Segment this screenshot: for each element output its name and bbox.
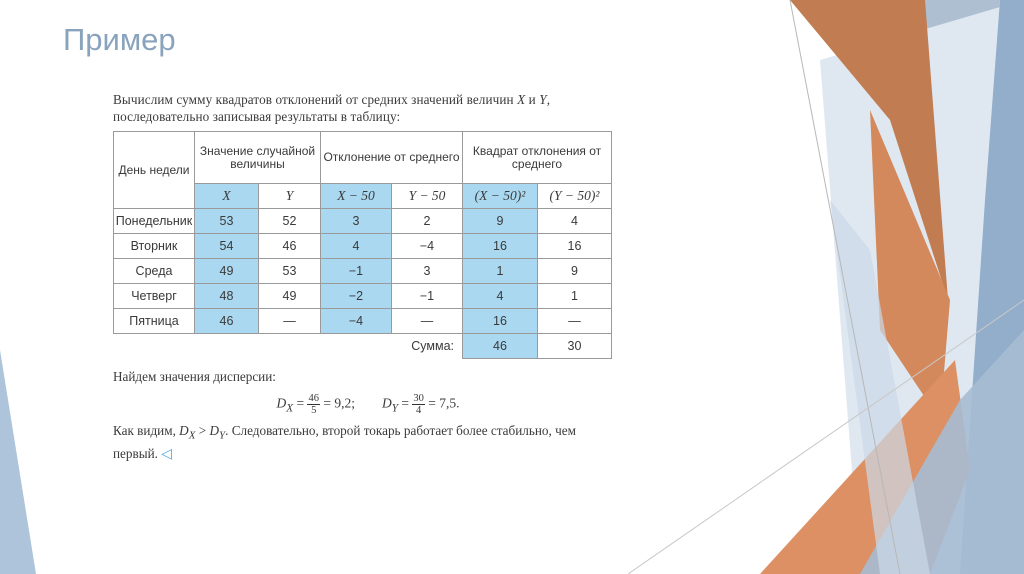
subheader-y-dev: Y − 50	[392, 184, 463, 209]
deco-line-1	[790, 0, 900, 574]
textbook-excerpt	[113, 91, 623, 463]
end-of-example-icon: ◁	[161, 446, 173, 462]
sum-label: Сумма:	[392, 334, 463, 359]
table-row: Понедельник 53 52 3 2 9 4	[114, 209, 612, 234]
header-day: День недели	[114, 132, 195, 209]
sum-row	[114, 334, 612, 359]
header-deviation: Отклонение от среднего	[321, 132, 463, 184]
dispersion-formula: $D_X$ = $\frac{46}{5}$ = 9,2; $D_Y$ = $\frac{30}{4}$ = 7,5.	[276, 393, 460, 416]
dx-fraction: $\frac{46}{5}$	[308, 393, 319, 416]
header-value: Значение случайной величины	[195, 132, 321, 184]
deco-orange-top	[790, 0, 948, 300]
table-row: Вторник 54 46 4 −4 16 16	[114, 234, 612, 259]
dispersion-intro: Найдем значения дисперсии:	[113, 369, 276, 384]
deco-left-wedge	[0, 350, 36, 574]
table-row: Пятница 46 — −4 — 16 —	[114, 309, 612, 334]
intro-paragraph: Вычислим сумму квадратов отклонений от средних значений величин X и Y, последовательно записывая результаты в таблицу:	[113, 92, 551, 124]
subheader-x: X	[195, 184, 259, 209]
subheader-y: Y	[259, 184, 321, 209]
deviation-table	[113, 131, 612, 359]
deco-line-2	[628, 300, 1024, 574]
deco-steel-right	[960, 0, 1024, 574]
deco-orange-bottom	[760, 360, 970, 574]
subheader-x-dev: X − 50	[321, 184, 392, 209]
subheader-y-sq: (Y − 50)²	[538, 184, 612, 209]
sum-x: 46	[463, 334, 538, 359]
deco-steel-bottom	[860, 330, 1024, 574]
deco-light-band	[820, 0, 1024, 574]
slide-title: Пример	[63, 22, 176, 57]
subheader-x-sq: (X − 50)²	[463, 184, 538, 209]
table-row: Среда 49 53 −1 3 1 9	[114, 259, 612, 284]
table-row: Четверг 48 49 −2 −1 4 1	[114, 284, 612, 309]
deco-steel-top	[920, 0, 1000, 300]
conclusion-paragraph: Как видим, $D_X > D_Y$. Следовательно, второй токарь работает более стабильно, чем первый. ◁	[113, 423, 576, 462]
deco-orange-mid	[870, 110, 950, 420]
deco-pale-wedge	[830, 200, 930, 574]
dy-fraction: $\frac{30}{4}$	[413, 393, 424, 416]
header-square: Квадрат отклонения от среднего	[463, 132, 612, 184]
sum-y: 30	[538, 334, 612, 359]
